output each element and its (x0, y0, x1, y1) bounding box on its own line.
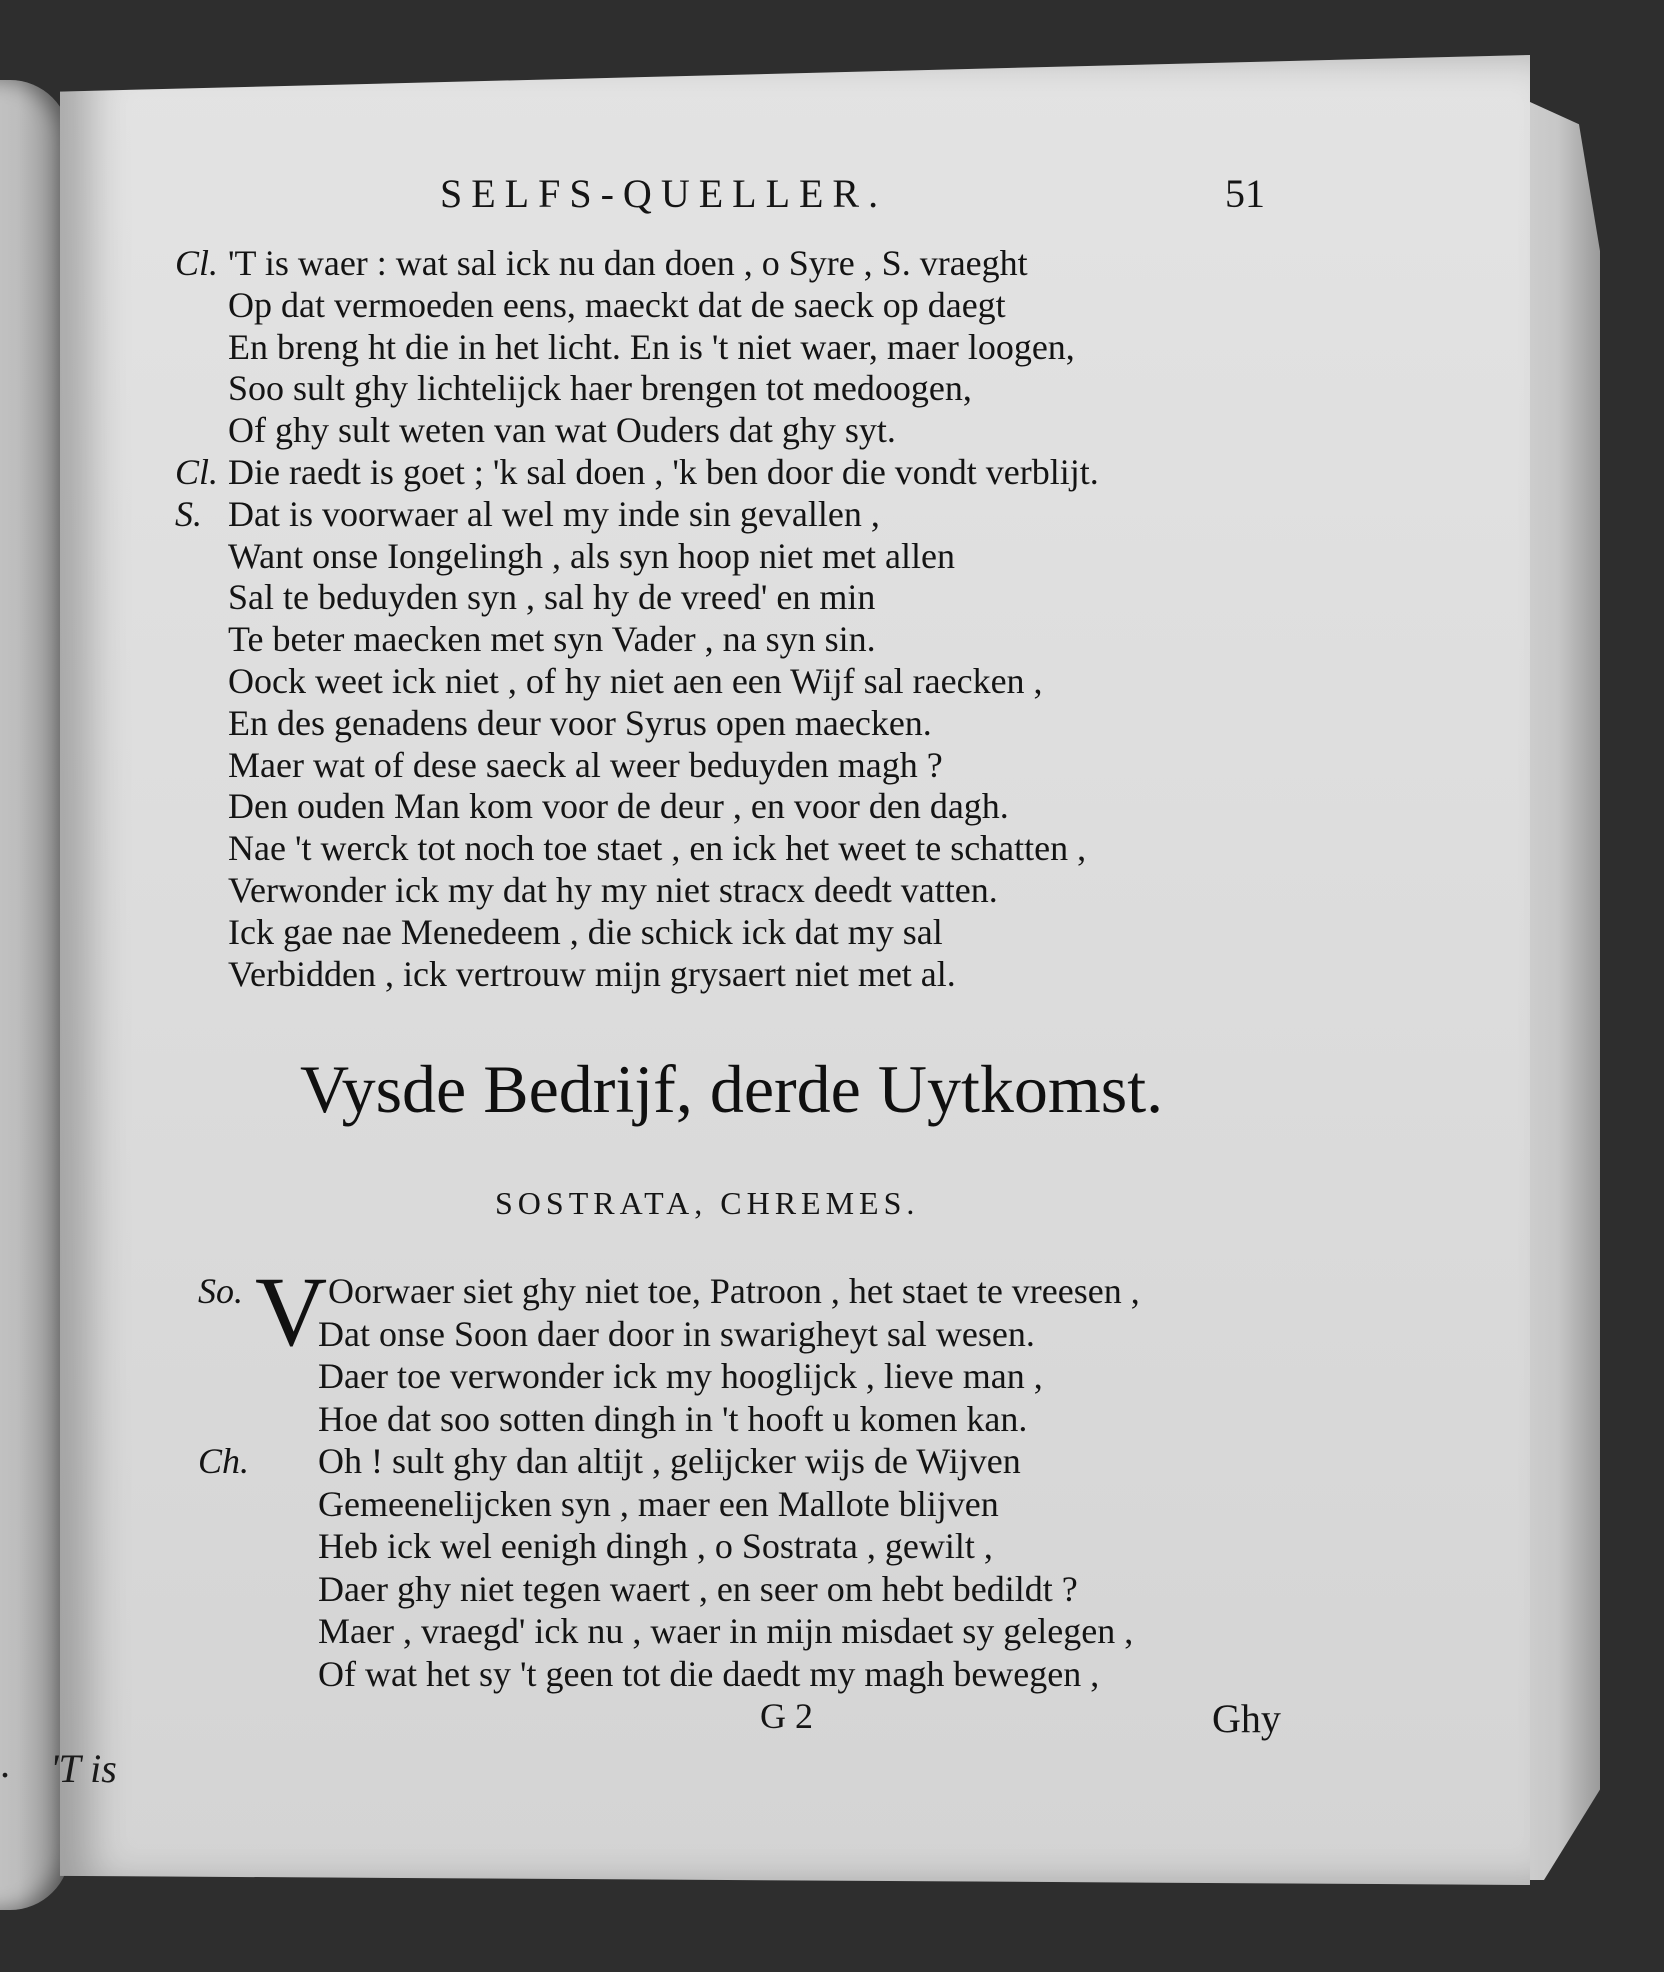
left-page-fragment: 'T is (50, 1746, 117, 1791)
verse-text: Soo sult ghy lichtelijck haer brengen tot medoogen, (228, 368, 972, 409)
verse-text: Oock weet ick niet , of hy niet aen een Wijf sal raecken , (228, 661, 1043, 701)
verse-text: Verwonder ick my dat hy my niet stracx deedt vatten. (228, 870, 998, 910)
verse-text: Te beter maecken met syn Vader , na syn sin. (228, 619, 876, 660)
verse-text: Dat onse Soon daer door in swarigheyt sal wesen. (318, 1313, 1035, 1354)
verse-text: Die raedt is goet ; 'k sal doen , 'k ben door die vondt verblijt. (228, 452, 1099, 492)
catchword: Ghy (1212, 1696, 1281, 1741)
verse-text: Op dat vermoeden eens, maeckt dat de saeck op daegt (228, 284, 1006, 325)
verse-text: Ick gae nae Menedeem , die schick ick dat my sal (228, 911, 943, 952)
verse-text: 'T is waer : wat sal ick nu dan doen , o Syre , S. vraeght (228, 243, 1028, 283)
verse-text: Nae 't werck tot noch toe staet , en ick het weet te schatten , (228, 828, 1087, 869)
speaker-label: Cl. (175, 452, 219, 492)
drop-capital: V (255, 1256, 328, 1367)
verse-text: Dat is voorwaer al wel my inde sin gevallen , (228, 493, 880, 534)
left-margin-fragment: . (0, 1741, 10, 1786)
verse-text: Maer wat of dese saeck al weer beduyden magh ? (228, 744, 943, 785)
verse-text: Verbidden , ick vertrouw mijn grysaert niet met al. (228, 953, 956, 994)
verse-text: Daer ghy niet tegen waert , en seer om hebt bedildt ? (318, 1568, 1078, 1609)
signature-mark: G 2 (760, 1696, 813, 1736)
page-number: 51 (1225, 171, 1265, 216)
speaker-label: Cl. (175, 243, 219, 283)
verse-text: Want onse Iongelingh , als syn hoop niet met allen (228, 535, 955, 576)
verse-text: Heb ick wel eenigh dingh , o Sostrata , gewilt , (318, 1526, 993, 1566)
verse-text: Gemeenelijcken syn , maer een Mallote blijven (318, 1483, 999, 1524)
speaker-label: S. (175, 493, 202, 534)
verse-text: Of wat het sy 't geen tot die daedt my magh bewegen , (318, 1653, 1100, 1694)
verse-text: En des genadens deur voor Syrus open maecken. (228, 702, 932, 743)
scene-title: Vysde Bedrijf, derde Uytkomst. (300, 1051, 1164, 1127)
verse-text: Of ghy sult weten van wat Ouders dat ghy syt. (228, 410, 896, 451)
verse-text: Sal te beduyden syn , sal hy de vreed' en min (228, 577, 876, 618)
verse-text: Maer , vraegd' ick nu , waer in mijn misdaet sy gelegen , (318, 1611, 1134, 1651)
verse-text: Oorwaer siet ghy niet toe, Patroon , het staet te vreesen , (328, 1271, 1140, 1311)
verse-text: Oh ! sult ghy dan altijt , gelijcker wijs de Wijven (318, 1441, 1021, 1481)
speaker-label: So. (198, 1271, 243, 1311)
verse-text: Hoe dat soo sotten dingh in 't hooft u komen kan. (318, 1398, 1028, 1439)
verse-text: Daer toe verwonder ick my hooglijck , lieve man , (318, 1356, 1043, 1396)
verse-text: En breng ht die in het licht. En is 't niet waer, maer loogen, (228, 326, 1075, 367)
running-head: SELFS-QUELLER. (440, 171, 888, 216)
speaker-label: Ch. (198, 1441, 250, 1481)
left-page-edge (0, 80, 70, 1910)
verse-text: Den ouden Man kom voor de deur , en voor den dagh. (228, 786, 1009, 827)
dramatis-personae: SOSTRATA, CHREMES. (495, 1185, 920, 1221)
